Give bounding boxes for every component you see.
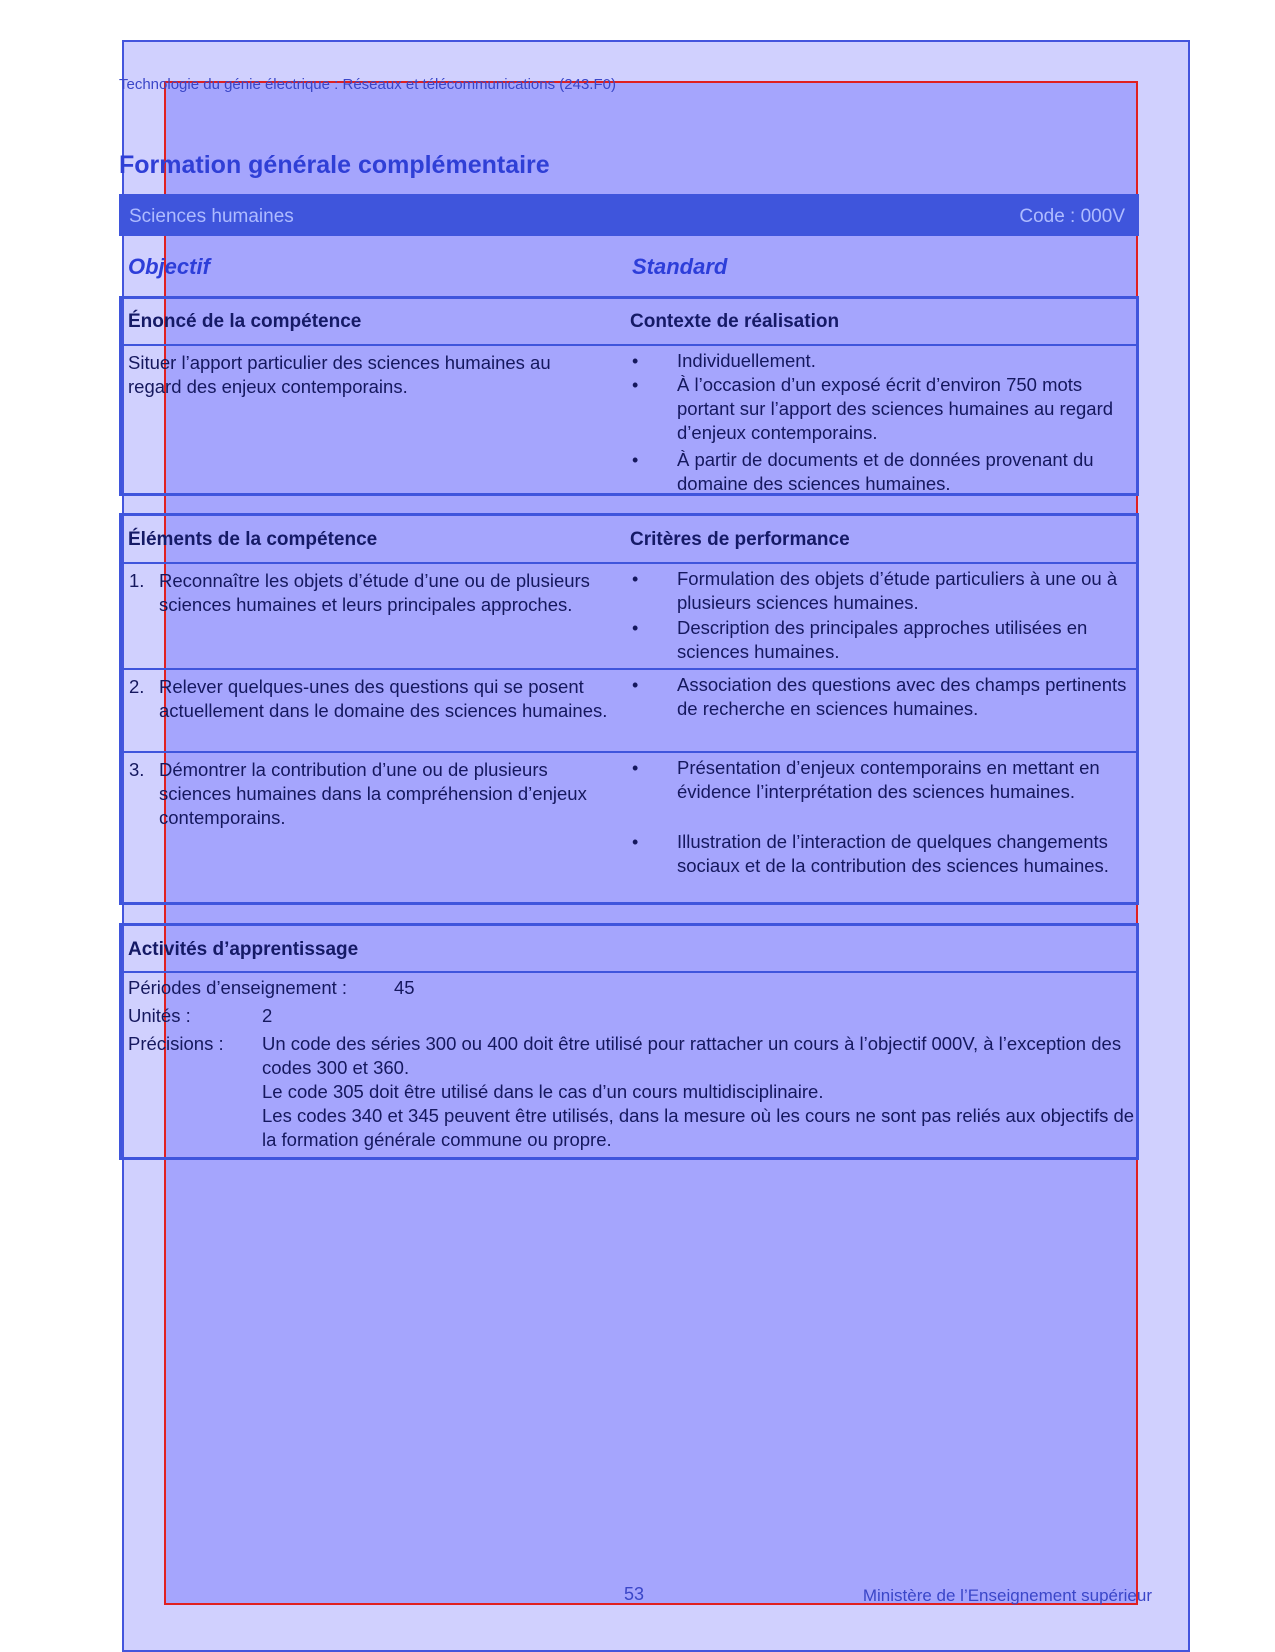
element-number: 2. [129, 676, 145, 697]
objectif-heading: Objectif [128, 254, 210, 279]
critere-item: Présentation d’enjeux contemporains en mettant en évidence l’interprétation des sciences humaines. [677, 757, 1100, 802]
contexte-item: Individuellement. [677, 350, 816, 371]
running-header: Technologie du génie électrique : Réseaux et télécommunications (243.F0) [119, 76, 616, 93]
bullet-icon: • [632, 832, 639, 852]
bullet-icon: • [632, 375, 639, 395]
divider [122, 562, 1136, 564]
critere-item: Illustration de l’interaction de quelques changements sociaux et de la contribution des sciences humaines. [677, 831, 1109, 876]
element-text: Reconnaître les objets d’étude d’une ou de plusieurs sciences humaines et leurs principales approches. [159, 570, 590, 615]
element-text: Relever quelques-unes des questions qui se posent actuellement dans le domaine des sciences humaines. [159, 676, 608, 721]
page-number: 53 [624, 1584, 645, 1604]
enonce-heading: Énoncé de la compétence [128, 311, 362, 332]
ministry-name: Ministère de l’Enseignement supérieur [862, 1586, 1152, 1605]
critere-item: Association des questions avec des champs pertinents de recherche en sciences humaines. [677, 674, 1127, 719]
activites-heading: Activités d’apprentissage [128, 939, 359, 960]
divider [122, 751, 1136, 753]
enonce-text: Situer l’apport particulier des sciences humaines au regard des enjeux contemporains. [128, 352, 551, 397]
critere-item: Formulation des objets d’étude particuliers à une ou à plusieurs sciences humaines. [677, 568, 1118, 613]
criteres-heading: Critères de performance [630, 529, 850, 550]
divider [122, 344, 1136, 346]
bullet-icon: • [632, 618, 639, 638]
periodes-value: 45 [394, 977, 415, 998]
precision-item: Un code des séries 300 ou 400 doit être utilisé pour rattacher un cours à l’objectif 000V, à l’exception des codes 300 et 360. [262, 1033, 1122, 1078]
subject-code: Code : 000V [1019, 206, 1125, 227]
element-text: Démontrer la contribution d’une ou de plusieurs sciences humaines dans la compréhension d’enjeux contemporains. [159, 759, 587, 828]
contexte-item: À partir de documents et de données provenant du domaine des sciences humaines. [677, 449, 1094, 494]
unites-label: Unités : [128, 1005, 191, 1026]
bullet-icon: • [632, 675, 639, 695]
contexte-item: À l’occasion d’un exposé écrit d’environ 750 mots portant sur l’apport des sciences humaines au regard d’enjeux contemporains. [677, 374, 1114, 443]
standard-heading: Standard [632, 254, 728, 279]
contexte-heading: Contexte de réalisation [630, 311, 840, 332]
periodes-label: Périodes d’enseignement : [128, 977, 348, 998]
divider [122, 971, 1136, 973]
elements-heading: Éléments de la compétence [128, 529, 378, 550]
bullet-icon: • [632, 758, 639, 778]
bullet-icon: • [632, 351, 639, 371]
critere-item: Description des principales approches utilisées en sciences humaines. [677, 617, 1088, 662]
bullet-icon: • [632, 569, 639, 589]
precision-item: Le code 305 doit être utilisé dans le cas d’un cours multidisciplinaire. [262, 1081, 824, 1102]
unites-value: 2 [262, 1005, 273, 1026]
subject-name: Sciences humaines [129, 206, 294, 227]
precision-item: Les codes 340 et 345 peuvent être utilisés, dans la mesure où les cours ne sont pas reliés aux objectifs de la formation générale commune ou propre. [262, 1105, 1135, 1150]
divider [122, 668, 1136, 670]
document-title: Formation générale complémentaire [119, 151, 550, 179]
precisions-label: Précisions : [128, 1033, 224, 1054]
element-number: 3. [129, 759, 145, 780]
bullet-icon: • [632, 450, 639, 470]
element-number: 1. [129, 570, 145, 591]
subject-banner [119, 194, 1139, 236]
